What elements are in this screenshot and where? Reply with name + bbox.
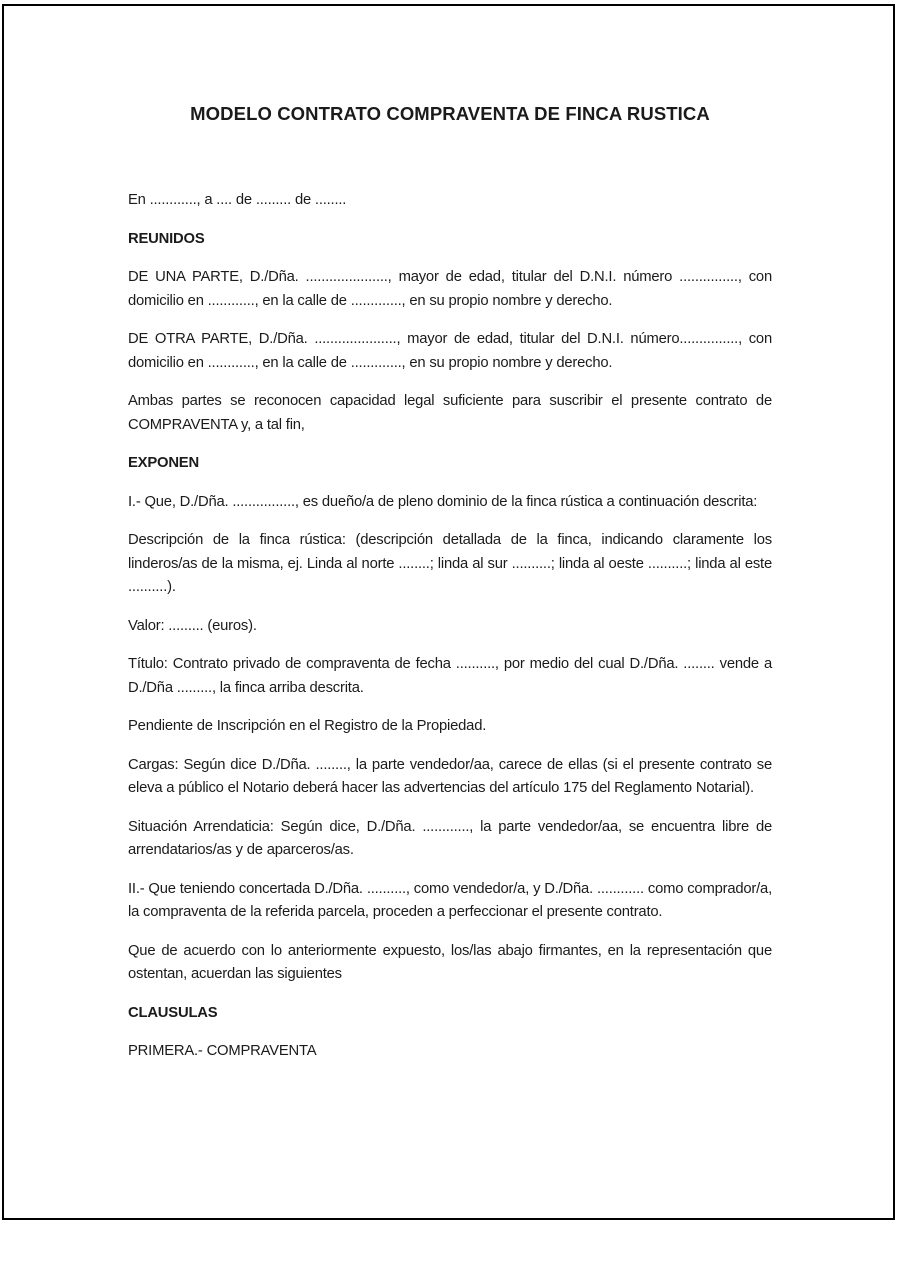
paragraph-clause-ii: II.- Que teniendo concertada D./Dña. .........., como vendedor/a, y D./Dña. ............ como comprador/a, la compraventa de la referida parcela, proceden a perfeccionar el presente contrato. [128, 880, 772, 920]
heading-clausulas: CLAUSULAS [128, 1004, 218, 1021]
document-title: MODELO CONTRATO COMPRAVENTA DE FINCA RUSTICA [190, 103, 710, 124]
paragraph-de-otra-parte: DE OTRA PARTE, D./Dña. ....................., mayor de edad, titular del D.N.I. número..............., con domicilio en ............, en la calle de ............., en su propio nombre y derecho. [128, 331, 772, 371]
paragraph-de-una-parte: DE UNA PARTE, D./Dña. ....................., mayor de edad, titular del D.N.I. número ..............., con domicilio en ............, en la calle de ............., en su propio nombre y derecho. [128, 269, 772, 309]
paragraph-pendiente-inscripcion: Pendiente de Inscripción en el Registro de la Propiedad. [128, 718, 487, 734]
paragraph-situacion-arrendaticia: Situación Arrendaticia: Según dice, D./Dña. ............, la parte vendedor/aa, se encuentra libre de arrendatarios/as y de aparceros/as. [128, 818, 772, 858]
paragraph-ambas-partes: Ambas partes se reconocen capacidad legal suficiente para suscribir el presente contrato de COMPRAVENTA y, a tal fin, [128, 393, 772, 433]
paragraph-titulo: Título: Contrato privado de compraventa de fecha .........., por medio del cual D./Dña. ........ vende a D./Dña ........., la finca arriba descrita. [128, 656, 772, 696]
paragraph-cargas: Cargas: Según dice D./Dña. ........, la parte vendedor/aa, carece de ellas (si el presente contrato se eleva a público el Notario deberá hacer las advertencias del artículo 175 del Reglamento Notarial). [128, 756, 772, 796]
paragraph-primera-compraventa: PRIMERA.- COMPRAVENTA [128, 1043, 317, 1059]
paragraph-date-line: En ............, a .... de ......... de ........ [128, 192, 347, 208]
heading-exponen: EXPONEN [128, 455, 199, 471]
document-content [128, 0, 772, 1079]
paragraph-acuerdo: Que de acuerdo con lo anteriormente expuesto, los/las abajo firmantes, en la representación que ostentan, acuerdan las siguientes [128, 942, 772, 982]
paragraph-descripcion-finca: Descripción de la finca rústica: (descripción detallada de la finca, indicando claramente los linderos/as de la misma, ej. Linda al norte ........; linda al sur ..........; linda al oeste ..........; linda al este ..........). [128, 532, 772, 595]
paragraph-valor: Valor: ......... (euros). [128, 617, 257, 634]
heading-reunidos: REUNIDOS [128, 230, 205, 247]
paragraph-clause-i: I.- Que, D./Dña. ................, es dueño/a de pleno dominio de la finca rústica a continuación descrita: [128, 493, 758, 510]
